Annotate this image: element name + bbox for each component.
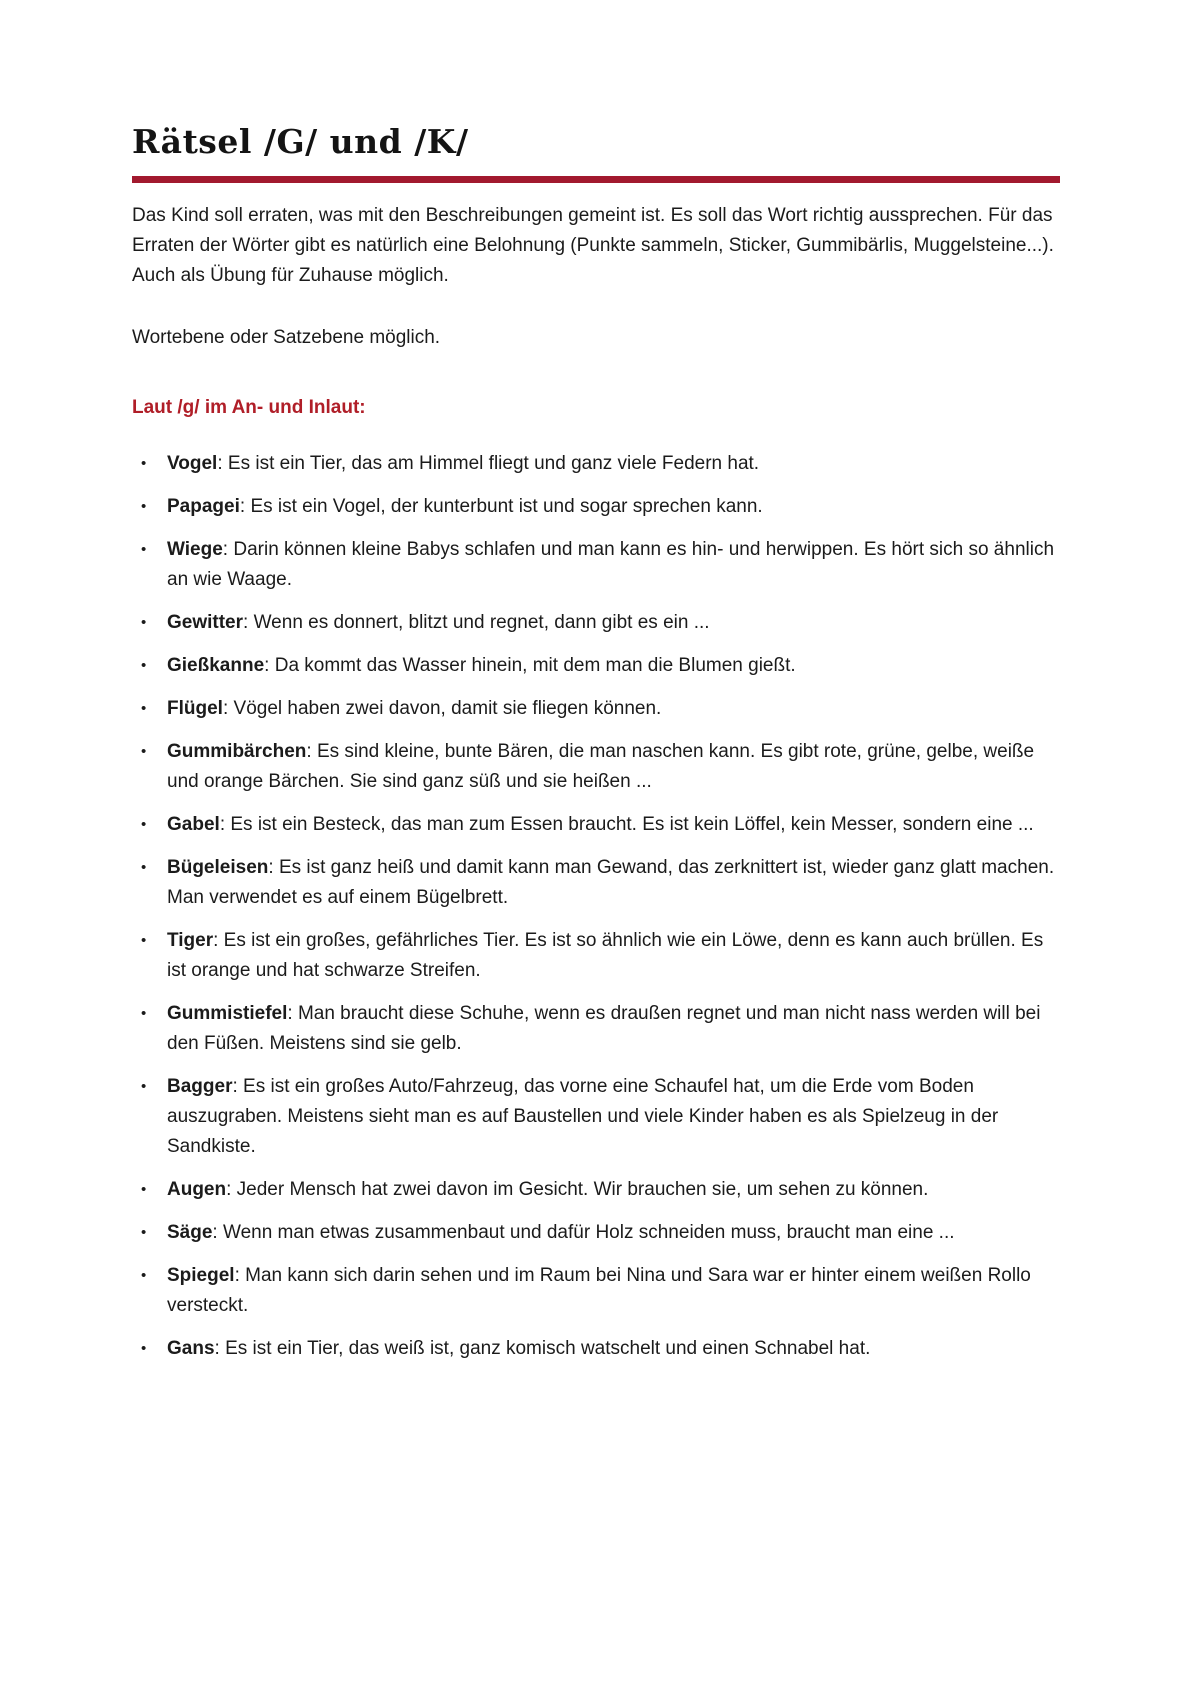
list-item-text bbox=[167, 999, 1060, 1059]
item-description: Jeder Mensch hat zwei davon im Gesicht. Wir brauchen sie, um sehen zu können. bbox=[236, 1179, 929, 1200]
list-item-text bbox=[167, 1218, 1060, 1248]
list-item-text bbox=[167, 449, 1060, 479]
bullet-icon: • bbox=[141, 1078, 147, 1095]
item-separator: : bbox=[306, 741, 317, 762]
list-item-text bbox=[167, 535, 1060, 595]
item-word: Bagger bbox=[167, 1076, 233, 1097]
list-item-text bbox=[167, 1175, 1060, 1205]
item-word: Säge bbox=[167, 1222, 213, 1243]
bullet-icon: • bbox=[141, 657, 147, 674]
item-word: Gabel bbox=[167, 814, 220, 835]
item-word: Gewitter bbox=[167, 612, 244, 633]
list-item-text bbox=[167, 1072, 1060, 1162]
bullet-icon: • bbox=[141, 1340, 147, 1357]
item-description: Darin können kleine Babys schlafen und man kann es hin- und herwippen. Es hört sich so ähnlich an wie Waage. bbox=[167, 539, 1055, 590]
list-item bbox=[132, 535, 1060, 595]
item-separator: : bbox=[287, 1003, 298, 1024]
list-item-text bbox=[167, 1334, 1060, 1364]
item-word: Papagei bbox=[167, 496, 240, 517]
list-item bbox=[132, 1072, 1060, 1162]
list-item bbox=[132, 651, 1060, 681]
item-separator: : bbox=[239, 496, 251, 517]
item-description: Wenn man etwas zusammenbaut und dafür Holz schneiden muss, braucht man eine ... bbox=[222, 1222, 955, 1243]
item-separator: : bbox=[232, 1076, 244, 1097]
item-word: Vogel bbox=[167, 453, 218, 474]
list-item-text bbox=[167, 492, 1060, 522]
intro-paragraph: Das Kind soll erraten, was mit den Beschreibungen gemeint ist. Es soll das Wort richtig aussprechen. Für das Erraten der Wörter gibt es natürlich eine Belohnung (Punkte sammeln, Sticker, Gummibärlis, Muggelsteine...). Auch als Übung für Zuhause möglich. bbox=[132, 205, 1054, 286]
item-separator: : bbox=[222, 539, 234, 560]
item-word: Bügeleisen bbox=[167, 857, 269, 878]
item-description: Es ist ein großes, gefährliches Tier. Es ist so ähnlich wie ein Löwe, denn es kann auch brüllen. Es ist orange und hat schwarze Streifen. bbox=[167, 930, 1044, 981]
item-separator: : bbox=[268, 857, 279, 878]
list-item-text bbox=[167, 810, 1060, 840]
item-word: Gummibärchen bbox=[167, 741, 307, 762]
item-word: Gießkanne bbox=[167, 655, 265, 676]
item-word: Spiegel bbox=[167, 1265, 235, 1286]
note-paragraph: Wortebene oder Satzebene möglich. bbox=[132, 327, 441, 348]
item-separator: : bbox=[219, 814, 231, 835]
list-item-text bbox=[167, 737, 1060, 797]
bullet-icon: • bbox=[141, 1005, 147, 1022]
item-description: Es ist ein Vogel, der kunterbunt ist und sogar sprechen kann. bbox=[250, 496, 763, 517]
item-description: Wenn es donnert, blitzt und regnet, dann gibt es ein ... bbox=[253, 612, 710, 633]
item-word: Gummistiefel bbox=[167, 1003, 288, 1024]
bullet-icon: • bbox=[141, 700, 147, 717]
bullet-icon: • bbox=[141, 1224, 147, 1241]
item-description: Man kann sich darin sehen und im Raum bei Nina und Sara war er hinter einem weißen Rollo versteckt. bbox=[167, 1265, 1031, 1316]
bullet-icon: • bbox=[141, 932, 147, 949]
item-separator: : bbox=[234, 1265, 246, 1286]
item-description: Man braucht diese Schuhe, wenn es draußen regnet und man nicht nass werden will bei den Füßen. Meistens sind sie gelb. bbox=[167, 1003, 1041, 1054]
bullet-icon: • bbox=[141, 1267, 147, 1284]
bullet-icon: • bbox=[141, 743, 147, 760]
item-word: Augen bbox=[167, 1179, 227, 1200]
item-separator: : bbox=[213, 930, 224, 951]
list-item bbox=[132, 1261, 1060, 1321]
item-separator: : bbox=[243, 612, 254, 633]
item-description: Es ist ein großes Auto/Fahrzeug, das vorne eine Schaufel hat, um die Erde vom Boden auszugraben. Meistens sieht man es auf Baustellen und viele Kinder haben es als Spielzeug in der Sandkiste. bbox=[167, 1076, 999, 1157]
list-item bbox=[132, 449, 1060, 479]
list-item-text bbox=[167, 1261, 1060, 1321]
bullet-icon: • bbox=[141, 541, 147, 558]
item-description: Da kommt das Wasser hinein, mit dem man die Blumen gießt. bbox=[274, 655, 796, 676]
list-item-text bbox=[167, 608, 1060, 638]
bullet-icon: • bbox=[141, 614, 147, 631]
list-item-text bbox=[167, 694, 1060, 724]
bullet-icon: • bbox=[141, 816, 147, 833]
item-word: Wiege bbox=[167, 539, 223, 560]
list-item bbox=[132, 853, 1060, 913]
item-description: Es ist ein Besteck, das man zum Essen braucht. Es ist kein Löffel, kein Messer, sondern eine ... bbox=[230, 814, 1034, 835]
page-title: Rätsel /G/ und /K/ bbox=[132, 122, 1060, 183]
bullet-icon: • bbox=[141, 859, 147, 876]
item-word: Tiger bbox=[167, 930, 214, 951]
list-item-text bbox=[167, 651, 1060, 681]
list-item bbox=[132, 492, 1060, 522]
list-item bbox=[132, 926, 1060, 986]
list-item bbox=[132, 608, 1060, 638]
list-item bbox=[132, 1334, 1060, 1364]
item-separator: : bbox=[217, 453, 228, 474]
item-separator: : bbox=[264, 655, 275, 676]
section-heading: Laut /g/ im An- und Inlaut: bbox=[132, 397, 366, 418]
item-word: Flügel bbox=[167, 698, 223, 719]
item-separator: : bbox=[226, 1179, 237, 1200]
list-item bbox=[132, 810, 1060, 840]
item-description: Es ist ein Tier, das weiß ist, ganz komisch watschelt und einen Schnabel hat. bbox=[225, 1338, 871, 1359]
bullet-icon: • bbox=[141, 455, 147, 472]
item-description: Vögel haben zwei davon, damit sie fliegen können. bbox=[233, 698, 662, 719]
riddle-list bbox=[132, 449, 1060, 1364]
list-item-text bbox=[167, 853, 1060, 913]
item-separator: : bbox=[212, 1222, 223, 1243]
list-item bbox=[132, 1218, 1060, 1248]
item-description: Es ist ganz heiß und damit kann man Gewand, das zerknittert ist, wieder ganz glatt machen. Man verwendet es auf einem Bügelbrett. bbox=[167, 857, 1055, 908]
bullet-icon: • bbox=[141, 1181, 147, 1198]
item-word: Gans bbox=[167, 1338, 215, 1359]
item-separator: : bbox=[222, 698, 234, 719]
list-item-text bbox=[167, 926, 1060, 986]
item-description: Es sind kleine, bunte Bären, die man naschen kann. Es gibt rote, grüne, gelbe, weiße und orange Bärchen. Sie sind ganz süß und sie heißen ... bbox=[167, 741, 1035, 792]
list-item bbox=[132, 1175, 1060, 1205]
bullet-icon: • bbox=[141, 498, 147, 515]
list-item bbox=[132, 999, 1060, 1059]
list-item bbox=[132, 694, 1060, 724]
item-description: Es ist ein Tier, das am Himmel fliegt und ganz viele Federn hat. bbox=[227, 453, 760, 474]
list-item bbox=[132, 737, 1060, 797]
item-separator: : bbox=[214, 1338, 226, 1359]
